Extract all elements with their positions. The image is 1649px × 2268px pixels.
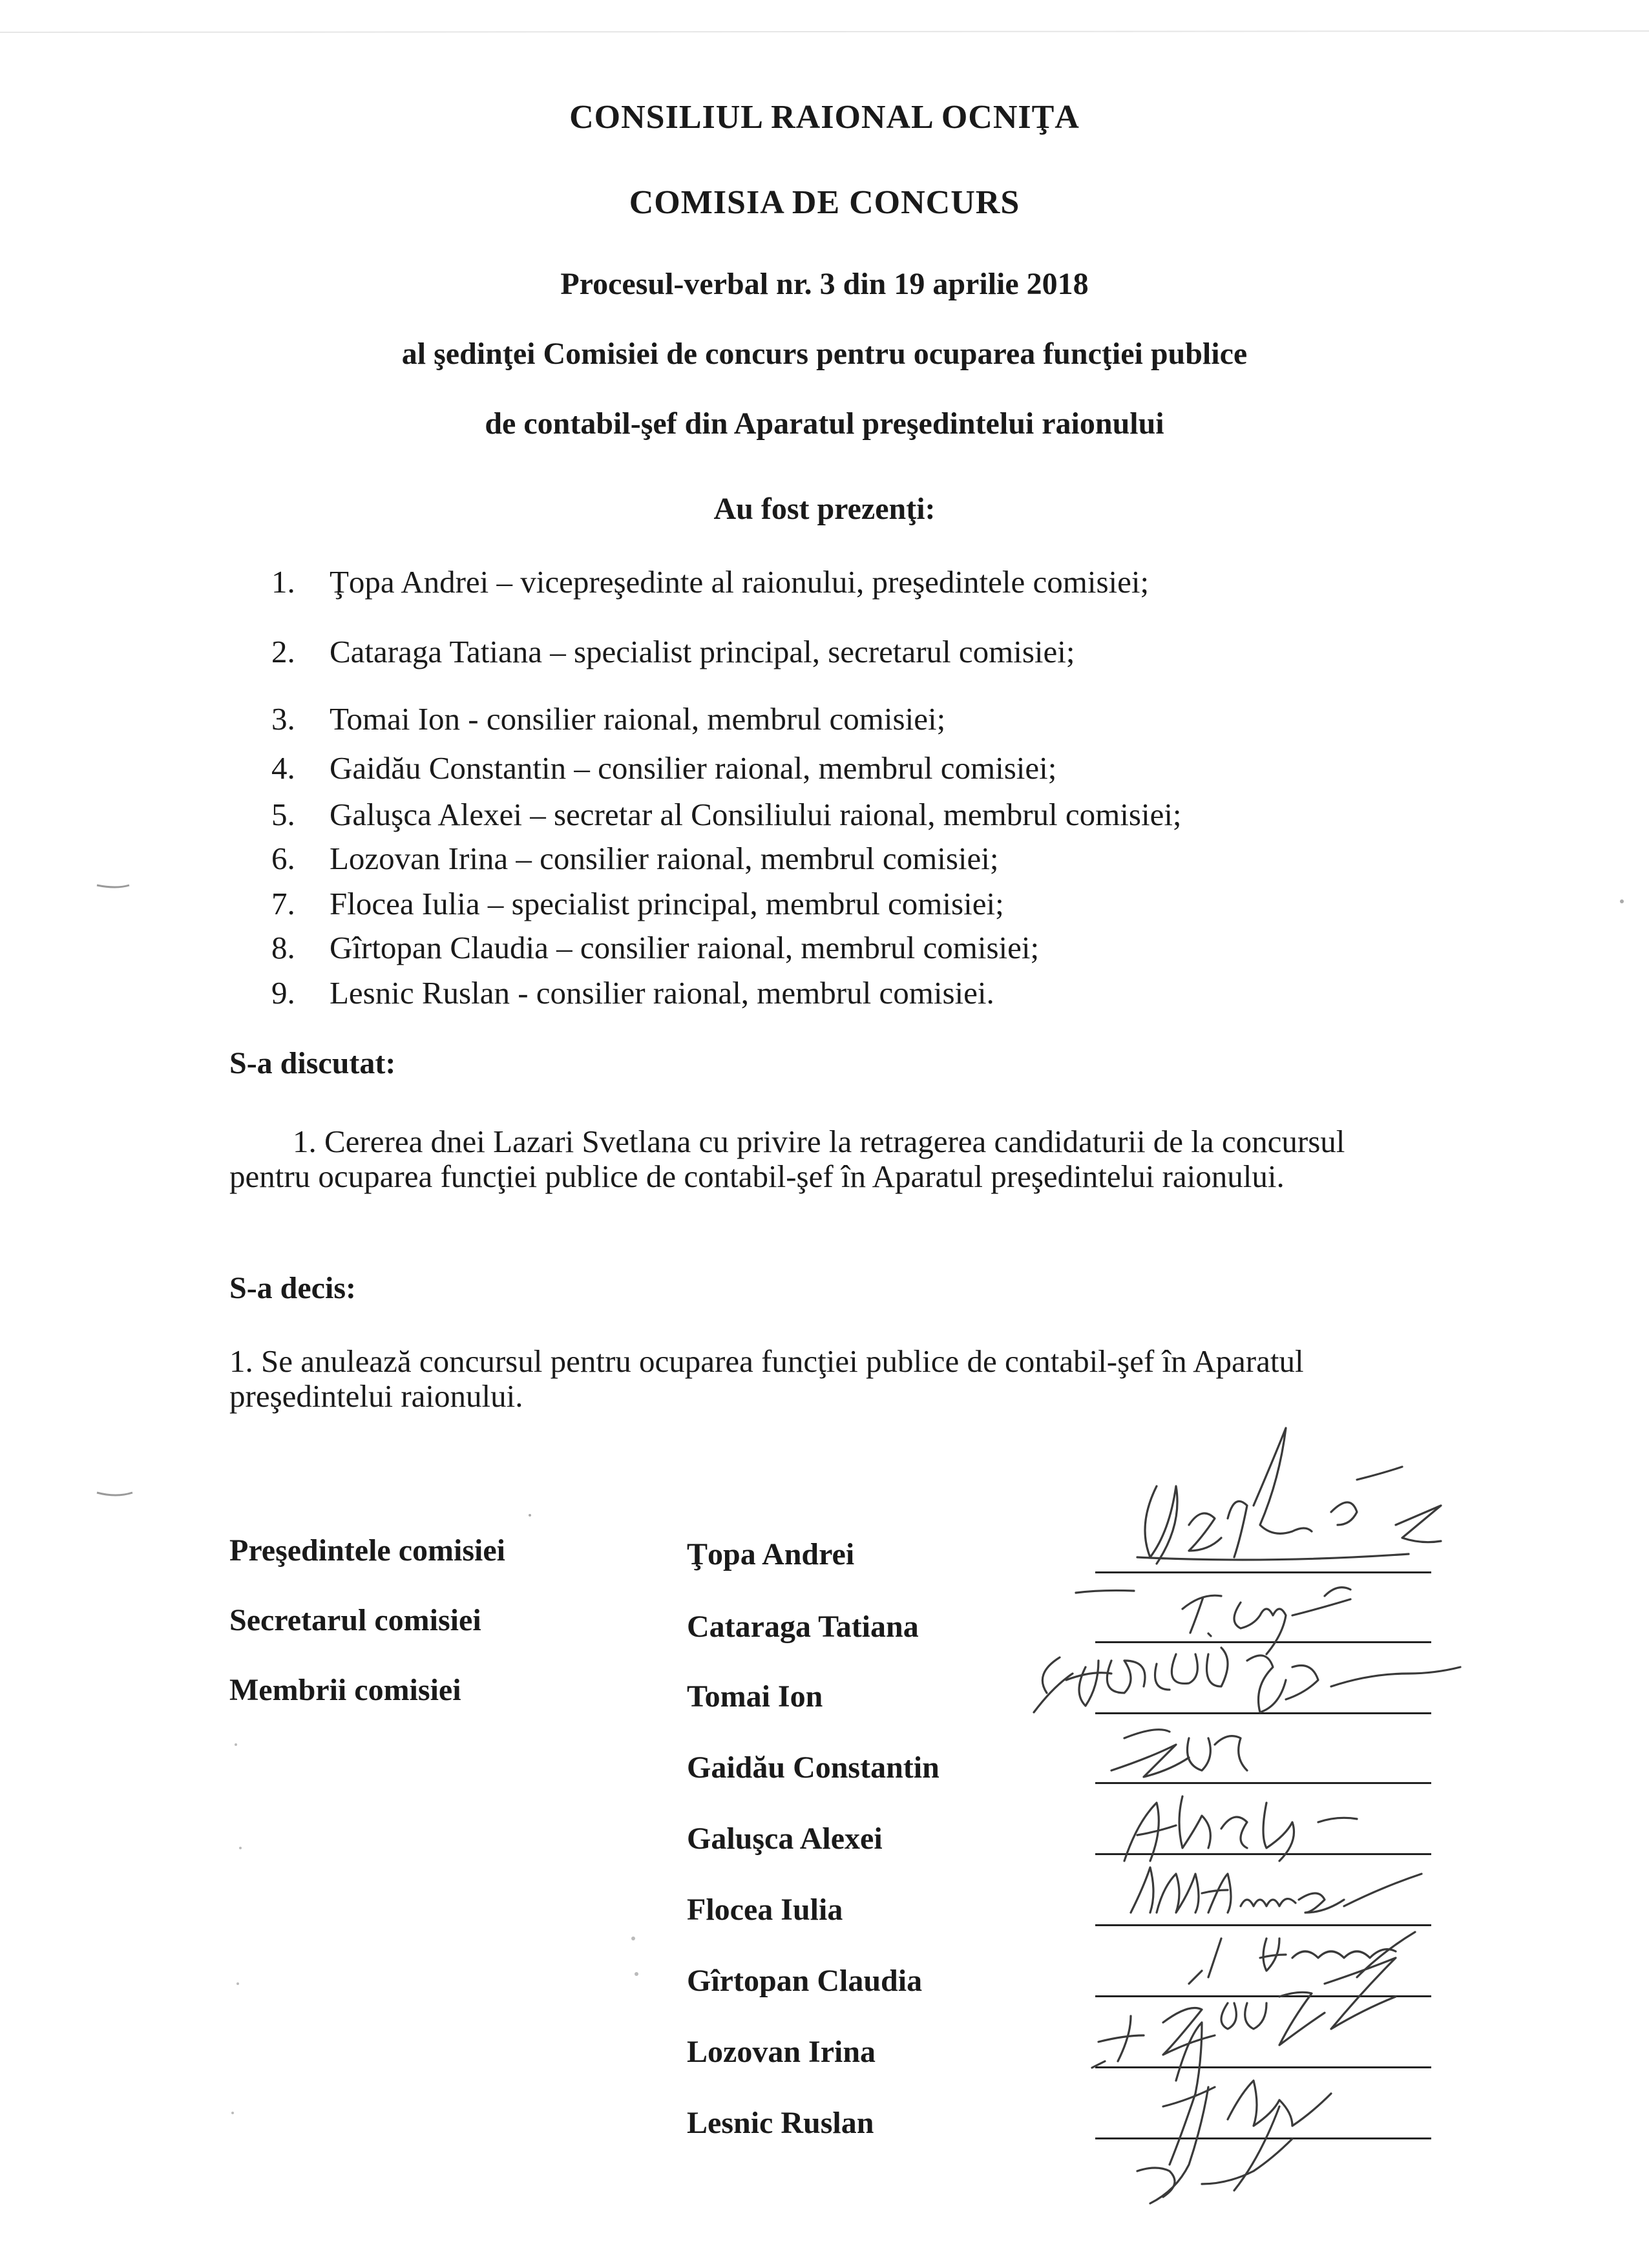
signatory-name: Flocea Iulia xyxy=(687,1893,843,1927)
decided-text: 1. Se anulează concursul pentru ocuparea funcţiei publice de contabil-şef în Aparatul preşedintelui raionului. xyxy=(229,1343,1304,1414)
council-name: CONSILIUL RAIONAL OCNIŢA xyxy=(569,99,1080,136)
signatory-name: Lesnic Ruslan xyxy=(687,2106,874,2140)
decided-heading: S-a decis: xyxy=(229,1271,356,1305)
attendee-item: 9. Lesnic Ruslan - consilier raional, membrul comisiei. xyxy=(271,975,994,1011)
role-secretary: Secretarul comisiei xyxy=(229,1603,481,1637)
signature-member xyxy=(1092,1958,1396,2068)
signature-member xyxy=(1124,1796,1357,1861)
signature-member xyxy=(1111,1730,1247,1777)
signatory-name: Galuşca Alexei xyxy=(687,1822,883,1856)
signature-member xyxy=(1034,1648,1460,1712)
signature-member xyxy=(1131,1867,1422,1913)
attendee-item: 8. Gîrtopan Claudia – consilier raional, membrul comisiei; xyxy=(271,930,1040,965)
role-chairman: Preşedintele comisiei xyxy=(229,1533,505,1568)
commission-name: COMISIA DE CONCURS xyxy=(629,184,1020,221)
signatory-name: Lozovan Irina xyxy=(687,2035,876,2069)
signature-chairman xyxy=(1137,1428,1441,1564)
signatory-name: Cataraga Tatiana xyxy=(687,1610,919,1644)
minutes-subject-line-2: de contabil-şef din Aparatul preşedintelui raionului xyxy=(485,406,1164,441)
discussed-text: 1. Cererea dnei Lazari Svetlana cu privire la retragerea candidaturii de la concursul pentru ocuparea funcţiei publice de contabil-şef în Aparatul preşedintelui raionului. xyxy=(229,1124,1345,1194)
role-members: Membrii comisiei xyxy=(229,1673,461,1707)
signature-secretary xyxy=(1076,1588,1350,1654)
discussed-heading: S-a discutat: xyxy=(229,1046,396,1080)
attendee-item: 6. Lozovan Irina – consilier raional, membrul comisiei; xyxy=(271,841,999,876)
signature-member xyxy=(1137,2022,1331,2203)
signatory-name: Ţopa Andrei xyxy=(687,1537,855,1571)
present-heading: Au fost prezenţi: xyxy=(713,492,936,526)
attendee-item: 2. Cataraga Tatiana – specialist principal, secretarul comisiei; xyxy=(271,634,1075,669)
attendee-item: 7. Flocea Iulia – specialist principal, membrul comisiei; xyxy=(271,886,1004,921)
attendee-item: 5. Galuşca Alexei – secretar al Consiliului raional, membrul comisiei; xyxy=(271,797,1182,832)
signatory-name: Gaidău Constantin xyxy=(687,1750,940,1785)
attendee-item: 1. Ţopa Andrei – vicepreşedinte al raionului, preşedintele comisiei; xyxy=(271,564,1150,600)
attendee-item: 3. Tomai Ion - consilier raional, membrul comisiei; xyxy=(271,701,946,737)
minutes-subject-line-1: al şedinţei Comisiei de concurs pentru ocuparea funcţiei publice xyxy=(401,337,1248,371)
minutes-title: Procesul-verbal nr. 3 din 19 aprilie 2018 xyxy=(560,267,1089,301)
signatory-name: Gîrtopan Claudia xyxy=(687,1964,923,1998)
attendee-item: 4. Gaidău Constantin – consilier raional, membrul comisiei; xyxy=(271,750,1057,786)
signature-member xyxy=(1189,1932,1415,1984)
signatory-name: Tomai Ion xyxy=(687,1679,823,1714)
